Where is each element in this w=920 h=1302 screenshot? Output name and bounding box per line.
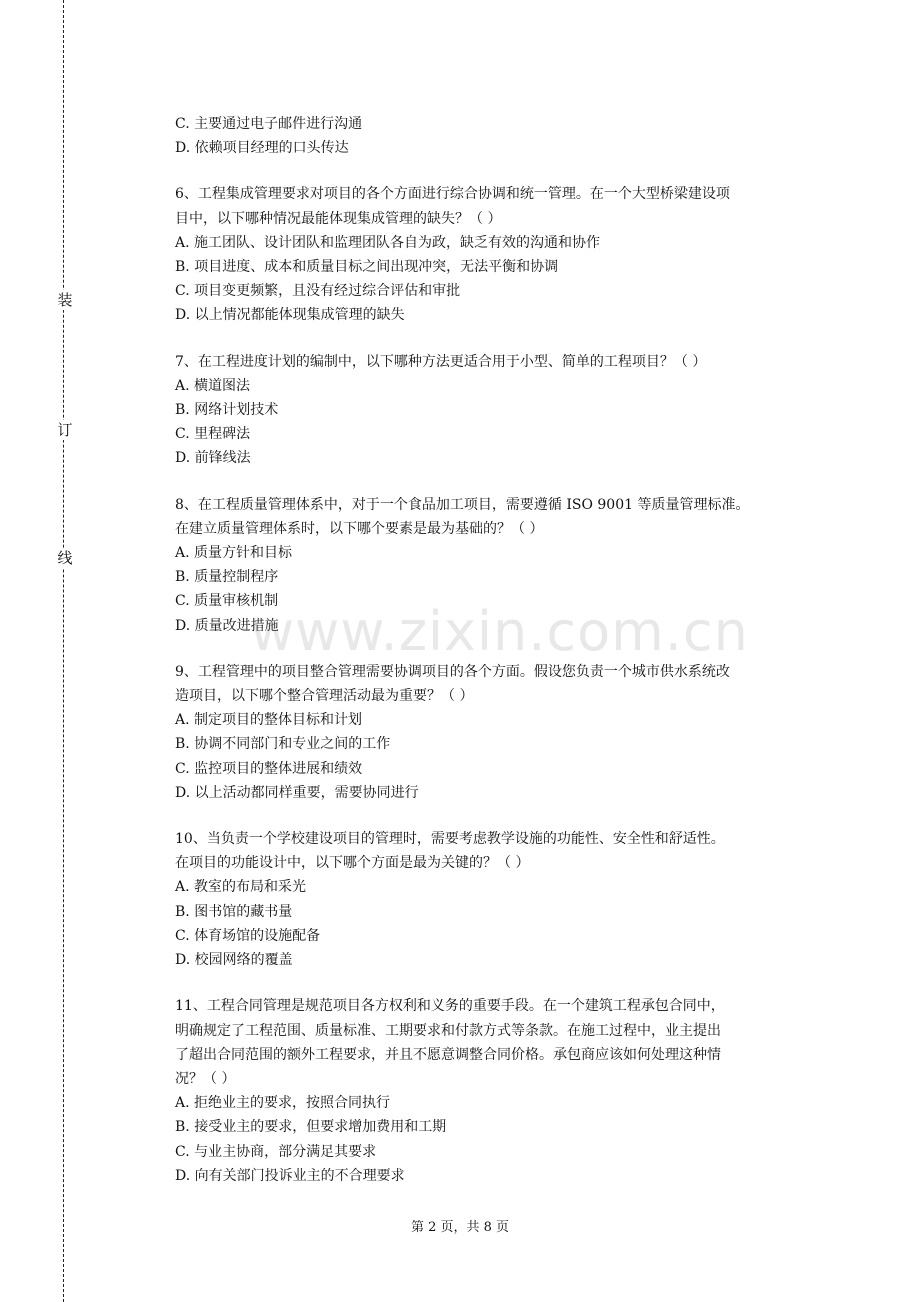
question-text: 目中，以下哪种情况最能体现集成管理的缺失？（ ） (175, 210, 502, 227)
question-text: 了超出合同范围的额外工程要求，并且不愿意调整合同价格。承包商应该如何处理这种情 (175, 1046, 721, 1063)
option: B. 协调不同部门和专业之间的工作 (175, 736, 391, 753)
option: C. 体育场馆的设施配备 (175, 927, 321, 944)
leading-options (175, 112, 835, 160)
option: A. 教室的布局和采光 (175, 879, 307, 896)
question-text: 在项目的功能设计中，以下哪个方面是最为关键的？（ ） (175, 855, 530, 872)
option: C. 监控项目的整体进展和绩效 (175, 760, 363, 777)
binding-label-ding: 订 (57, 421, 73, 439)
option: C. 与业主协商，部分满足其要求 (175, 1143, 377, 1160)
question-text: 10、当负责一个学校建设项目的管理时，需要考虑教学设施的功能性、安全性和舒适性。 (175, 831, 725, 848)
binding-dashed-line (63, 0, 64, 1302)
option: A. 拒绝业主的要求，按照合同执行 (175, 1095, 391, 1112)
question-7 (175, 350, 835, 471)
option: B. 项目进度、成本和质量目标之间出现冲突，无法平衡和协调 (175, 259, 559, 276)
option: B. 质量控制程序 (175, 569, 279, 586)
question-9 (175, 660, 835, 805)
question-text: 9、工程管理中的项目整合管理需要协调项目的各个方面。假设您负责一个城市供水系统改 (175, 663, 730, 680)
option: D. 依赖项目经理的口头传达 (175, 140, 349, 157)
option: D. 前锋线法 (175, 450, 251, 467)
binding-label-zhuang: 装 (57, 291, 73, 309)
question-text: 8、在工程质量管理体系中，对于一个食品加工项目，需要遵循 ISO 9001 等质量管理标准。 (175, 496, 750, 513)
watermark: www.zixin.com.cn (250, 600, 749, 663)
question-8 (175, 493, 835, 638)
option: D. 以上情况都能体现集成管理的缺失 (175, 307, 405, 324)
document-body (175, 112, 835, 1188)
question-11 (175, 994, 835, 1188)
option: D. 质量改进措施 (175, 617, 279, 634)
option: B. 接受业主的要求，但要求增加费用和工期 (175, 1119, 447, 1136)
question-6 (175, 182, 835, 327)
option: D. 以上活动都同样重要，需要协同进行 (175, 784, 419, 801)
option: C. 质量审核机制 (175, 593, 279, 610)
question-text: 7、在工程进度计划的编制中，以下哪种方法更适合用于小型、简单的工程项目？（ ） (175, 353, 707, 370)
question-10 (175, 827, 835, 972)
question-text: 在建立质量管理体系时，以下哪个要素是最为基础的？（ ） (175, 520, 544, 537)
question-text: 造项目，以下哪个整合管理活动最为重要？（ ） (175, 688, 474, 705)
question-text: 6、工程集成管理要求对项目的各个方面进行综合协调和统一管理。在一个大型桥梁建设项 (175, 186, 730, 203)
option: C. 里程碑法 (175, 426, 251, 443)
option: C. 主要通过电子邮件进行沟通 (175, 116, 363, 132)
option: C. 项目变更频繁，且没有经过综合评估和审批 (175, 283, 461, 300)
option: A. 质量方针和目标 (175, 545, 293, 562)
question-text: 11、工程合同管理是规范项目各方权利和义务的重要手段。在一个建筑工程承包合同中， (175, 998, 725, 1015)
option: A. 横道图法 (175, 377, 251, 394)
option: B. 网络计划技术 (175, 402, 279, 419)
option: D. 向有关部门投诉业主的不合理要求 (175, 1167, 405, 1184)
option: A. 制定项目的整体目标和计划 (175, 712, 363, 729)
option: A. 施工团队、设计团队和监理团队各自为政，缺乏有效的沟通和协作 (175, 234, 601, 251)
option: D. 校园网络的覆盖 (175, 952, 293, 969)
question-text: 明确规定了工程范围、质量标准、工期要求和付款方式等条款。在施工过程中，业主提出 (175, 1022, 721, 1039)
binding-label-xian: 线 (57, 549, 73, 567)
question-text: 况？（ ） (175, 1070, 236, 1087)
page-footer: 第 2 页，共 8 页 (410, 1220, 510, 1235)
option: B. 图书馆的藏书量 (175, 903, 293, 920)
